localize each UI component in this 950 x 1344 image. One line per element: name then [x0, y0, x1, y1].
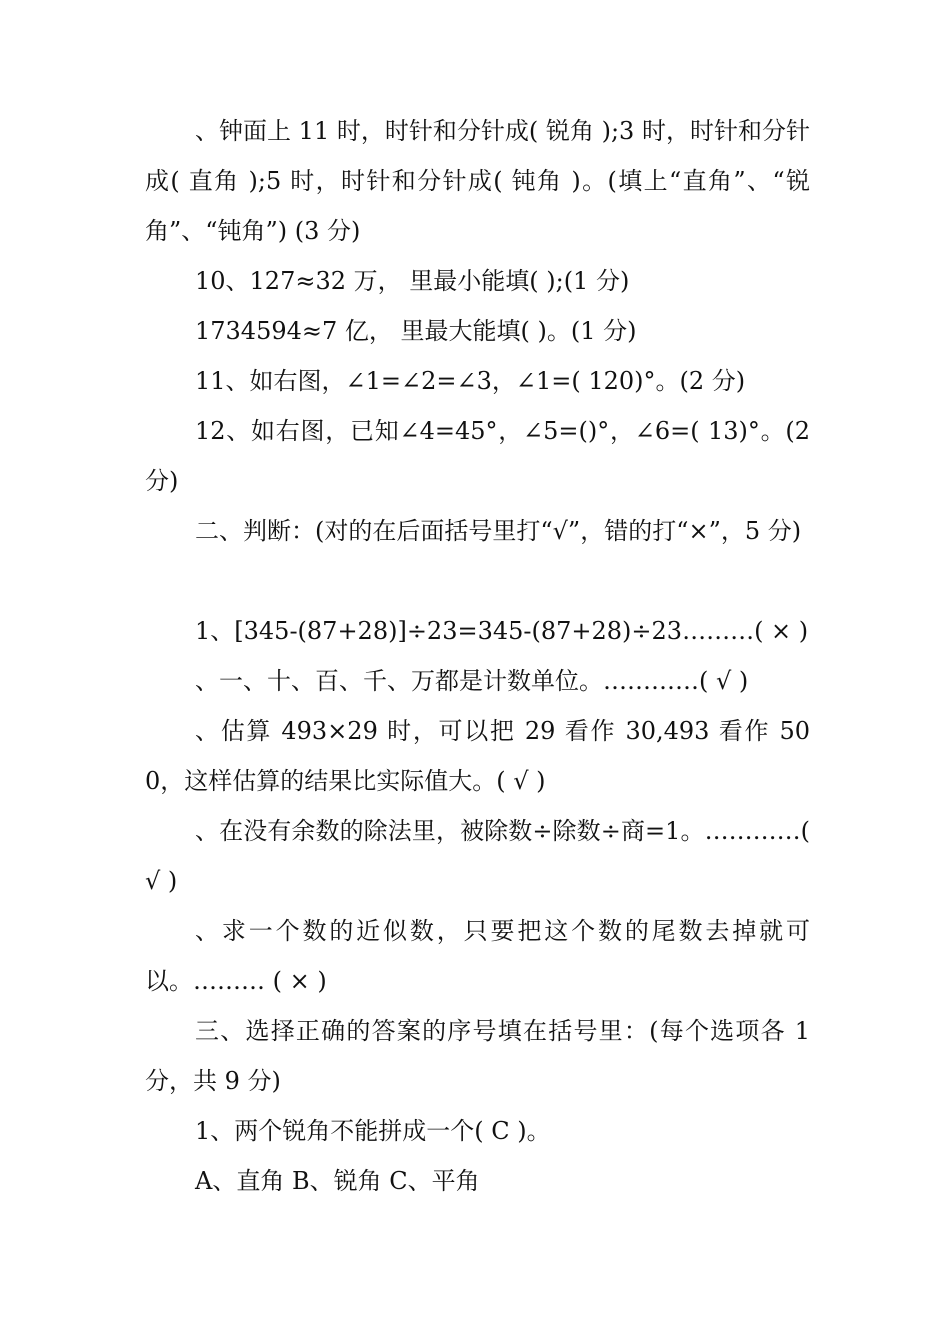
question-12-angles: 12、如右图，已知∠4=45°，∠5=()°，∠6=( 13)°。(2 分)	[145, 417, 810, 495]
judgement-item-3: 、估算 493×29 时，可以把 29 看作 30,493 看作 500，这样估算的结果比实际值大。( √ )	[145, 717, 810, 795]
choice-question-1: 1、两个锐角不能拼成一个( C )。	[195, 1117, 551, 1145]
question-10-rounding-yi: 1734594≈7 亿， 里最大能填( )。(1 分)	[195, 317, 637, 345]
judgement-item-2: 、一、十、百、千、万都是计数单位。…………( √ )	[195, 667, 749, 695]
judgement-item-1: 1、[345-(87+28)]÷23=345-(87+28)÷23………( × )	[195, 617, 809, 645]
judgement-item-4: 、在没有余数的除法里，被除数÷除数÷商=1。…………( √ )	[145, 817, 810, 895]
question-clock-angles: 、钟面上 11 时，时针和分针成( 锐角 );3 时，时针和分针成( 直角 );5 时，时针和分针成( 钝角 )。(填上“直角”、“锐角”、“钝角”) (3 分)	[145, 117, 810, 245]
section-3-heading: 三、选择正确的答案的序号填在括号里：(每个选项各 1 分，共 9 分)	[145, 1017, 810, 1095]
choice-options-1: A、直角 B、锐角 C、平角	[195, 1167, 480, 1195]
question-11-angles: 11、如右图，∠1=∠2=∠3，∠1=( 120)°。(2 分)	[195, 367, 746, 395]
judgement-item-5: 、求一个数的近似数，只要把这个数的尾数去掉就可以。……… ( × )	[145, 917, 810, 995]
question-10-rounding-wan: 10、127≈32 万， 里最小能填( );(1 分)	[195, 267, 630, 295]
section-2-heading: 二、判断：(对的在后面括号里打“√”，错的打“×”，5 分)	[195, 517, 802, 545]
